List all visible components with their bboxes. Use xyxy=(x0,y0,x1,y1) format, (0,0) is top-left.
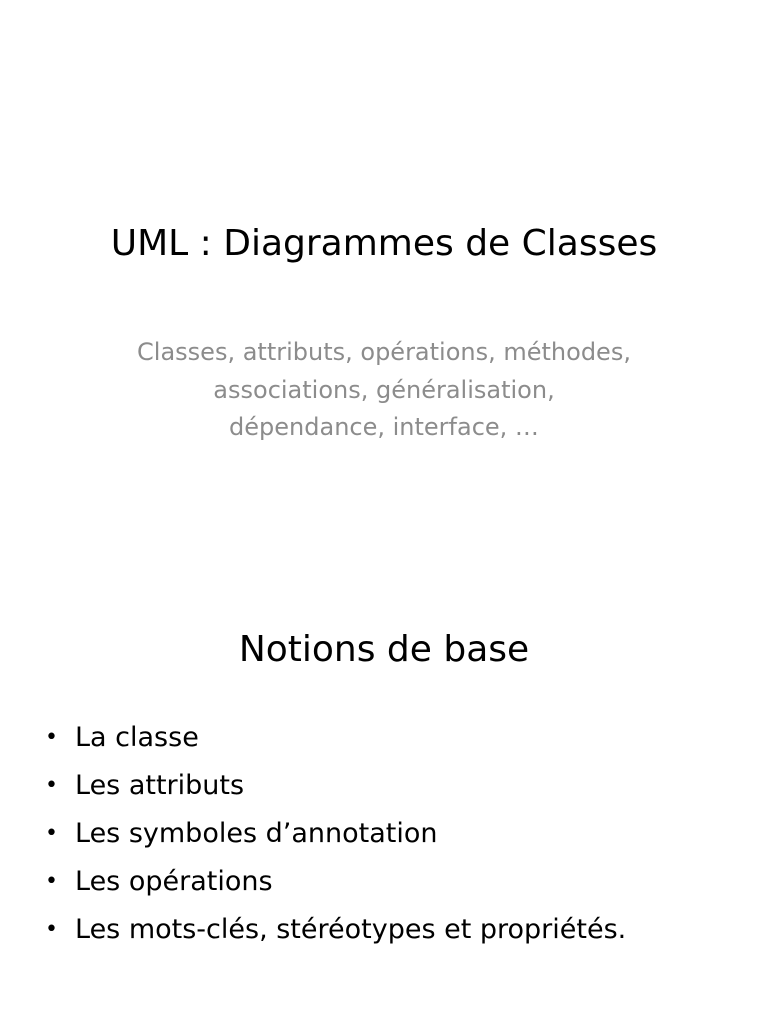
bullet-list xyxy=(42,714,626,954)
subtitle-line: associations, généralisation, xyxy=(213,375,555,404)
bullet-text: Les symboles d’annotation xyxy=(75,818,438,849)
subtitle-line: Classes, attributs, opérations, méthodes, xyxy=(137,338,631,366)
slide-subtitle xyxy=(84,334,684,447)
bullet-text: Les mots-clés, stéréotypes et propriétés. xyxy=(75,914,627,945)
content-slide xyxy=(0,576,768,1024)
bullet-text: Les opérations xyxy=(75,866,273,897)
bullet-item xyxy=(42,762,626,810)
bullet-text: Les attributs xyxy=(75,770,245,801)
bullet-dot-icon: • xyxy=(45,821,58,846)
bullet-text: La classe xyxy=(75,722,199,753)
bullet-item xyxy=(42,858,626,906)
bullet-dot-icon: • xyxy=(45,773,58,798)
bullet-dot-icon: • xyxy=(45,725,58,750)
slide-title: UML : Diagrammes de Classes xyxy=(110,223,658,264)
bullet-item xyxy=(42,810,626,858)
bullet-dot-icon: • xyxy=(45,869,58,894)
bullet-dot-icon: • xyxy=(45,917,58,942)
slide-title: Notions de base xyxy=(238,629,530,670)
bullet-item xyxy=(42,714,626,762)
subtitle-line: dépendance, interface, … xyxy=(229,413,539,441)
bullet-item xyxy=(42,906,626,954)
